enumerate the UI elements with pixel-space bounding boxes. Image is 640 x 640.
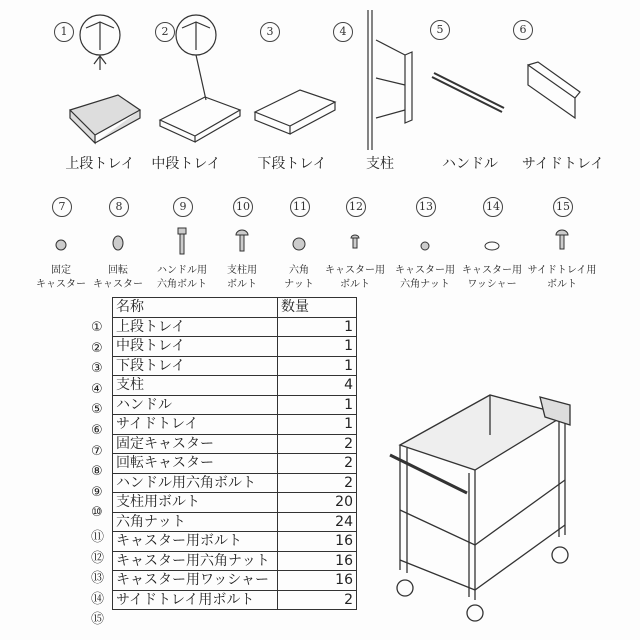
small-parts-drawings bbox=[0, 225, 640, 265]
part-number: 4 bbox=[333, 22, 353, 42]
part-label: 支柱 bbox=[366, 156, 394, 172]
part-number: 12 bbox=[346, 197, 366, 217]
table-row bbox=[113, 434, 357, 454]
part-qty: 20 bbox=[278, 493, 357, 513]
part-name: 上段トレイ bbox=[113, 317, 278, 337]
label-line: キャスター bbox=[93, 279, 143, 290]
row-number: ③ bbox=[91, 361, 103, 377]
part-label bbox=[522, 264, 602, 292]
top-tray-drawing bbox=[70, 15, 140, 143]
row-number: ④ bbox=[91, 381, 103, 397]
part-qty: 2 bbox=[278, 434, 357, 454]
row-number: ① bbox=[91, 320, 103, 335]
table-row bbox=[113, 415, 357, 435]
part-qty: 16 bbox=[278, 532, 357, 552]
side-tray-bolt-icon bbox=[556, 230, 568, 249]
middle-tray-drawing bbox=[160, 15, 240, 142]
part-qty: 1 bbox=[278, 415, 357, 435]
row-number: ⑩ bbox=[91, 505, 103, 521]
part-number: 10 bbox=[233, 197, 253, 217]
part-number: 5 bbox=[430, 20, 450, 40]
row-number: ② bbox=[91, 340, 103, 356]
row-number: ⑬ bbox=[91, 571, 105, 587]
label-line: ボルト bbox=[547, 279, 577, 290]
row-number: ⑧ bbox=[91, 464, 103, 480]
part-name: 中段トレイ bbox=[113, 337, 278, 357]
fixed-caster-icon bbox=[56, 240, 66, 250]
label-line: キャスター bbox=[36, 279, 86, 290]
part-qty: 1 bbox=[278, 317, 357, 337]
part-name: 六角ナット bbox=[113, 512, 278, 532]
table-row bbox=[113, 532, 357, 552]
table-row bbox=[113, 454, 357, 474]
caster-bolt-icon bbox=[351, 235, 359, 248]
row-number: ⑨ bbox=[91, 484, 103, 500]
part-label: ハンドル bbox=[442, 156, 498, 172]
handle-drawing bbox=[432, 73, 504, 112]
label-line: ワッシャー bbox=[467, 279, 517, 290]
part-label: 上段トレイ bbox=[65, 156, 135, 172]
part-name: サイドトレイ bbox=[113, 415, 278, 435]
table-row bbox=[113, 512, 357, 532]
table-row bbox=[113, 493, 357, 513]
part-qty: 2 bbox=[278, 590, 357, 610]
header-name: 名称 bbox=[113, 298, 278, 318]
part-name: 下段トレイ bbox=[113, 356, 278, 376]
part-qty: 1 bbox=[278, 395, 357, 415]
part-label: 中段トレイ bbox=[151, 156, 221, 172]
table-row bbox=[113, 590, 357, 610]
header-qty: 数量 bbox=[278, 298, 357, 318]
label-line: キャスター用 bbox=[462, 265, 522, 276]
label-line: 回転 bbox=[108, 265, 128, 276]
part-name: ハンドル bbox=[113, 395, 278, 415]
label-line: ナット bbox=[284, 279, 314, 290]
side-tray-drawing bbox=[528, 62, 580, 118]
parts-drawings bbox=[0, 0, 640, 150]
part-number: 9 bbox=[173, 197, 193, 217]
table-row bbox=[113, 337, 357, 357]
label-line: ボルト bbox=[340, 279, 370, 290]
washer-icon bbox=[485, 242, 499, 250]
post-drawing bbox=[368, 10, 412, 150]
part-label: サイドトレイ bbox=[521, 156, 605, 172]
parts-table bbox=[112, 297, 357, 610]
caster-nut-icon bbox=[421, 242, 429, 250]
row-number: ⑦ bbox=[91, 443, 103, 459]
table-row bbox=[113, 356, 357, 376]
part-number: 6 bbox=[513, 20, 533, 40]
table-header-row bbox=[113, 298, 357, 318]
table-row bbox=[113, 376, 357, 396]
part-number: 7 bbox=[52, 197, 72, 217]
label-line: ボルト bbox=[227, 279, 257, 290]
row-number: ⑤ bbox=[91, 402, 103, 418]
part-name: 回転キャスター bbox=[113, 454, 278, 474]
label-line: 固定 bbox=[51, 265, 71, 276]
row-number: ⑮ bbox=[91, 612, 105, 628]
part-name: ハンドル用六角ボルト bbox=[113, 473, 278, 493]
table-row bbox=[113, 473, 357, 493]
part-label: 下段トレイ bbox=[257, 156, 327, 172]
part-name: キャスター用ワッシャー bbox=[113, 571, 278, 591]
part-name: 支柱用ボルト bbox=[113, 493, 278, 513]
part-qty: 2 bbox=[278, 454, 357, 474]
part-number: 3 bbox=[260, 22, 280, 42]
part-name: 支柱 bbox=[113, 376, 278, 396]
part-number: 1 bbox=[54, 22, 74, 42]
label-line: 六角ボルト bbox=[157, 279, 207, 290]
part-number: 15 bbox=[553, 197, 573, 217]
part-qty: 16 bbox=[278, 571, 357, 591]
part-name: 固定キャスター bbox=[113, 434, 278, 454]
part-name: サイドトレイ用ボルト bbox=[113, 590, 278, 610]
hex-nut-icon bbox=[293, 238, 305, 250]
label-line: サイドトレイ用 bbox=[527, 265, 597, 276]
table-row bbox=[113, 571, 357, 591]
table-row bbox=[113, 551, 357, 571]
part-name: キャスター用ボルト bbox=[113, 532, 278, 552]
post-bolt-icon bbox=[236, 230, 248, 251]
part-qty: 2 bbox=[278, 473, 357, 493]
label-line: 六角 bbox=[289, 265, 309, 276]
assembled-cart-drawing bbox=[385, 385, 585, 625]
row-number: ⑭ bbox=[91, 591, 105, 607]
label-line: 支柱用 bbox=[227, 265, 257, 276]
part-number: 13 bbox=[416, 197, 436, 217]
label-line: キャスター用 bbox=[395, 265, 455, 276]
label-line: 六角ナット bbox=[400, 279, 450, 290]
part-qty: 1 bbox=[278, 337, 357, 357]
part-number: 8 bbox=[109, 197, 129, 217]
part-qty: 24 bbox=[278, 512, 357, 532]
swivel-caster-icon bbox=[113, 236, 123, 250]
row-number: ⑫ bbox=[91, 550, 105, 566]
table-row bbox=[113, 317, 357, 337]
part-label bbox=[315, 264, 395, 292]
bottom-tray-drawing bbox=[255, 90, 335, 134]
table-row bbox=[113, 395, 357, 415]
label-line: キャスター用 bbox=[325, 265, 385, 276]
part-number: 11 bbox=[290, 197, 310, 217]
row-number: ⑪ bbox=[91, 530, 105, 545]
part-number: 14 bbox=[483, 197, 503, 217]
part-qty: 16 bbox=[278, 551, 357, 571]
label-line: ハンドル用 bbox=[157, 265, 207, 276]
row-number: ⑥ bbox=[91, 423, 103, 438]
hex-bolt-icon bbox=[178, 228, 186, 254]
part-label bbox=[452, 264, 532, 292]
part-qty: 1 bbox=[278, 356, 357, 376]
part-name: キャスター用六角ナット bbox=[113, 551, 278, 571]
part-number: 2 bbox=[155, 22, 175, 42]
part-qty: 4 bbox=[278, 376, 357, 396]
